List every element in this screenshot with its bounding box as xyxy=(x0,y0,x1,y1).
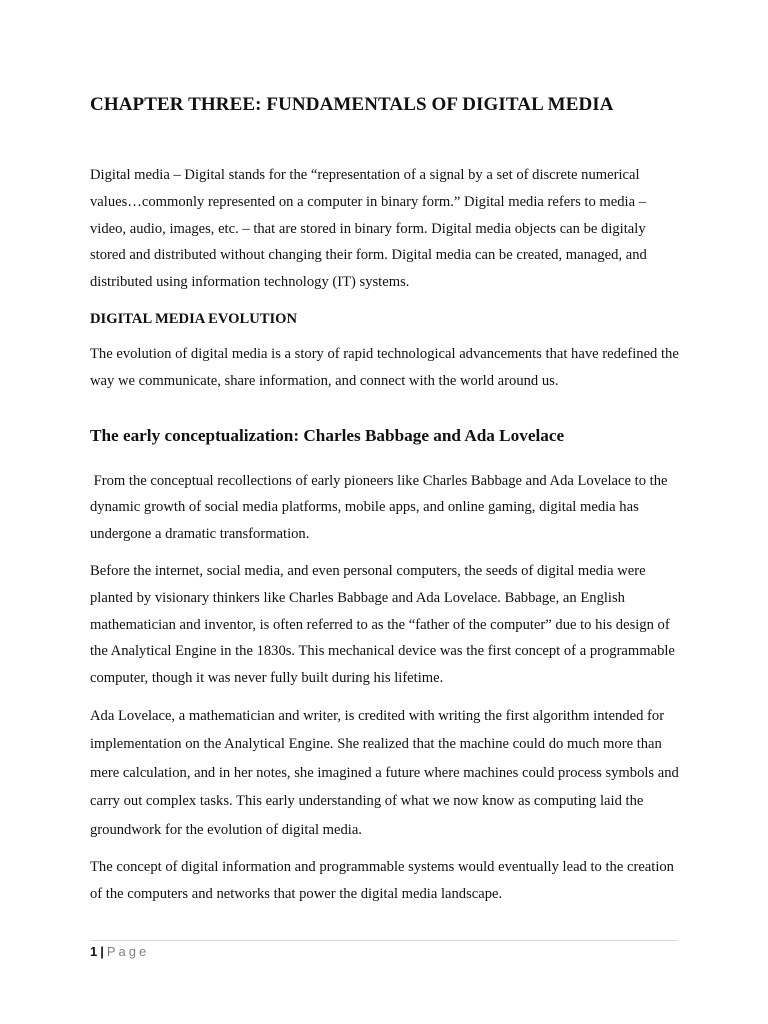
babbage-paragraph: Before the internet, social media, and even personal computers, the seeds of digital media were planted by visionary thinkers like Charles Babbage and Ada Lovelace. Babbage, an English mathematician and inventor, is often referred to as the “father of the computer” due to his design of the Analytical Engine in the 1830s. This mechanical device was the first concept of a programmable computer, though it was never fully built during his lifetime. xyxy=(90,562,675,687)
chapter-title: CHAPTER THREE: FUNDAMENTALS OF DIGITAL MEDIA xyxy=(90,94,614,115)
page-content xyxy=(90,92,680,908)
digital-concept-paragraph: The concept of digital information and programmable systems would eventually lead to the creation of the computers and networks that power the digital media landscape. xyxy=(90,859,674,903)
page-footer xyxy=(90,940,678,961)
section-heading-evolution: DIGITAL MEDIA EVOLUTION xyxy=(90,310,298,327)
page-label: Page xyxy=(106,944,150,959)
early-pioneers-paragraph: From the conceptual recollections of early pioneers like Charles Babbage and Ada Lovelace to the dynamic growth of social media platforms, mobile apps, and online gaming, digital media has undergone a dramatic transformation. xyxy=(90,472,672,543)
footer-separator: | xyxy=(100,944,104,959)
intro-paragraph: Digital media – Digital stands for the “representation of a signal by a set of discrete numerical values…commonly represented on a computer in binary form.” Digital media refers to media – video, audio, images, etc. – that are stored in binary form. Digital media objects can be digitaly stored and distributed without changing their form. Digital media can be created, managed, and distributed using information technology (IT) systems. xyxy=(90,167,647,291)
evolution-paragraph: The evolution of digital media is a story of rapid technological advancements that have redefined the way we communicate, share information, and connect with the world around us. xyxy=(90,345,679,389)
lovelace-paragraph: Ada Lovelace, a mathematician and writer, is credited with writing the first algorithm intended for implementation on the Analytical Engine. She realized that the machine could do much more than mere calculation, and in her notes, she imagined a future where machines could process symbols and carry out complex tasks. This early understanding of what we now know as computing laid the groundwork for the evolution of digital media. xyxy=(90,707,679,838)
page-number: 1 xyxy=(90,944,98,959)
sub-heading-early-conceptualization: The early conceptualization: Charles Babbage and Ada Lovelace xyxy=(90,425,565,445)
